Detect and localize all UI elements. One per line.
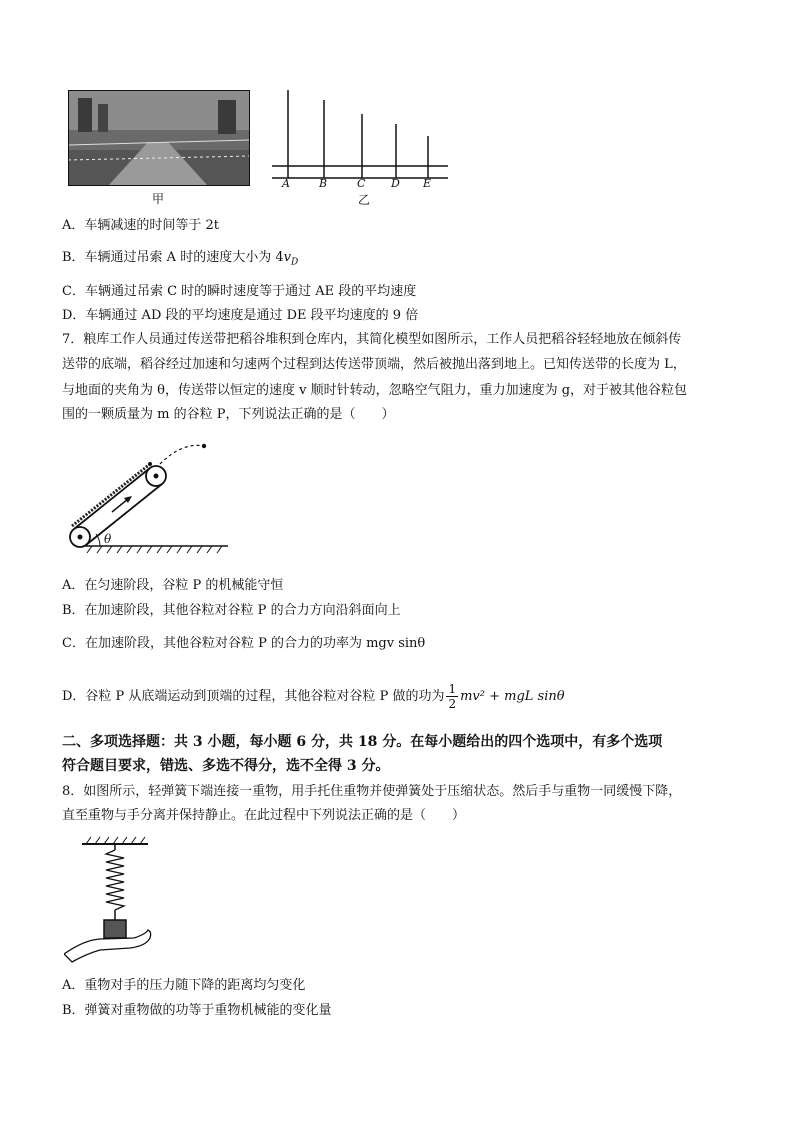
- point-label-c: C: [357, 177, 366, 190]
- q7-option-c: C．在加速阶段，其他谷粒对谷粒 P 的合力的功率为 mgv sinθ: [62, 636, 426, 651]
- q7-option-b: B．在加速阶段，其他谷粒对谷粒 P 的合力方向沿斜面向上: [62, 603, 401, 618]
- point-label-b: B: [319, 177, 328, 190]
- suspension-cable-diagram: [272, 86, 452, 190]
- fraction-denominator: 2: [448, 697, 457, 711]
- q6-option-c: C．车辆通过吊索 C 时的瞬时速度等于通过 AE 段的平均速度: [62, 284, 417, 299]
- section2-heading-line1: 二、多项选择题：共 3 小题，每小题 6 分，共 18 分。在每小题给出的四个选项中，有多个选项: [62, 734, 663, 750]
- q7-stem-line2: 送带的底端，稻谷经过加速和匀速两个过程到达传送带顶端，然后被抛出落到地上。已知传送带的长度为 L，: [62, 357, 686, 372]
- diagram-caption: 乙: [358, 193, 371, 207]
- section2-heading-line2: 符合题目要求，错选、多选不得分，选不全得 3 分。: [62, 758, 390, 774]
- q6-option-a: A．车辆减速的时间等于 2t: [62, 218, 220, 233]
- conveyor-belt-figure: [62, 436, 230, 558]
- spring-hand-figure: [64, 836, 164, 966]
- bridge-photo: [68, 90, 250, 186]
- point-label-d: D: [391, 177, 400, 190]
- q7-stem-line4: 围的一颗质量为 m 的谷粒 P，下列说法正确的是（ ）: [62, 407, 395, 422]
- q8-stem-line1: 8．如图所示，轻弹簧下端连接一重物，用手托住重物并使弹簧处于压缩状态。然后手与重物一同缓慢下降，: [62, 784, 682, 799]
- point-label-e: E: [423, 177, 432, 190]
- q7-option-d-formula: mv² + mgL sinθ: [460, 689, 565, 704]
- angle-theta-label: θ: [104, 532, 112, 546]
- q8-stem-line2: 直至重物与手分离并保持静止。在此过程中下列说法正确的是（ ）: [62, 808, 466, 823]
- q7-stem-line3: 与地面的夹角为 θ，传送带以恒定的速度 v 顺时针转动，忽略空气阻力，重力加速度为 g，对于被其他谷粒包: [62, 383, 688, 398]
- q7-option-d: [62, 682, 565, 711]
- q7-stem-line1: 7．粮库工作人员通过传送带把稻谷堆积到仓库内，其简化模型如图所示，工作人员把稻谷轻轻地放在倾斜传: [62, 332, 682, 347]
- photo-caption: 甲: [152, 192, 165, 206]
- fraction-numerator: 1: [448, 682, 457, 696]
- point-label-a: A: [282, 177, 290, 190]
- q6-option-b-sub: D: [290, 257, 299, 268]
- q7-option-a: A．在匀速阶段，谷粒 P 的机械能守恒: [62, 578, 284, 593]
- q7-option-d-text: D．谷粒 P 从底端运动到顶端的过程，其他谷粒对谷粒 P 做的功为: [62, 689, 445, 704]
- q6-option-b-text: B．车辆通过吊索 A 时的速度大小为 4: [62, 250, 284, 265]
- q6-option-b-var: v: [283, 250, 291, 265]
- q8-option-b: B．弹簧对重物做的功等于重物机械能的变化量: [62, 1003, 332, 1018]
- fraction-one-half: [446, 682, 458, 711]
- q6-option-d: D．车辆通过 AD 段的平均速度是通过 DE 段平均速度的 9 倍: [62, 308, 419, 323]
- q8-option-a: A．重物对手的压力随下降的距离均匀变化: [62, 978, 306, 993]
- q6-option-b: [62, 248, 298, 273]
